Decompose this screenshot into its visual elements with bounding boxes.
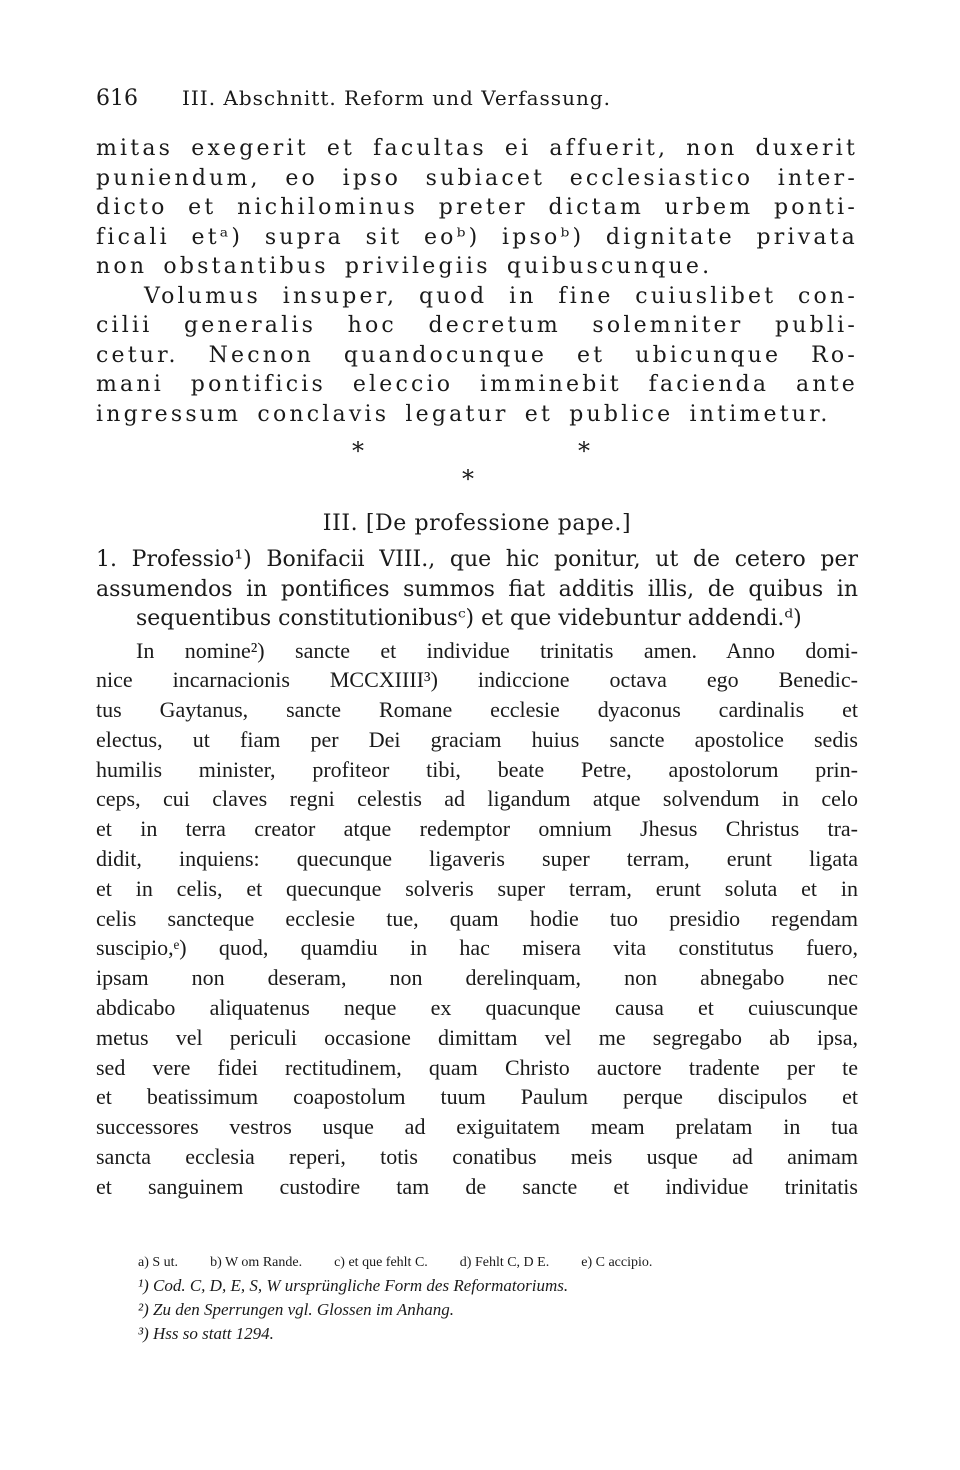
text-line: et beatissimum coapostolum tuum Paulum perque discipulos et bbox=[96, 1084, 858, 1110]
text-line: sed vere fidei rectitudinem, quam Christo auctore tradente per te bbox=[96, 1054, 858, 1080]
rubric-line: sequentibus constitutionibusᶜ) et que videbuntur addendi.ᵈ) bbox=[136, 606, 802, 631]
variant-note: b) W om Rande. bbox=[210, 1255, 303, 1270]
asterisk: * bbox=[462, 465, 474, 493]
running-head: III. Abschnitt. Reform und Verfassung. bbox=[182, 86, 611, 110]
variant-note: d) Fehlt C, D E. bbox=[459, 1255, 550, 1270]
variant-notes bbox=[138, 1252, 828, 1274]
footnotes bbox=[138, 1252, 828, 1346]
page-number: 616 bbox=[96, 86, 138, 111]
decree-text bbox=[96, 134, 858, 429]
variant-note: c) et que fehlt C. bbox=[334, 1255, 428, 1270]
text-line: et in terra creator atque redemptor omnium Jhesus Christus tra- bbox=[96, 816, 858, 842]
text-line: et sanguinem custodire tam de sancte et individue trinitatis bbox=[96, 1173, 858, 1199]
asterism bbox=[96, 437, 858, 501]
page-header bbox=[96, 86, 858, 120]
document-page bbox=[96, 86, 858, 1202]
text-line: cilii generalis hoc decretum solemniter publi- bbox=[96, 313, 858, 338]
text-line: In nomine²) sancte et individue trinitatis amen. Anno domi- bbox=[136, 637, 858, 663]
text-line: et in celis, et quecunque solveris super terram, erunt soluta et in bbox=[96, 875, 858, 901]
profession-text bbox=[96, 636, 858, 1202]
text-line: mitas exegerit et facultas ei affuerit, non duxerit bbox=[96, 136, 858, 161]
text-line: ceps, cui claves regni celestis ad ligandum atque solvendum in celo bbox=[96, 786, 858, 812]
text-line: sancta ecclesia reperi, totis conatibus meis usque ad animam bbox=[96, 1144, 858, 1170]
footnote: ¹) Cod. C, D, E, S, W ursprüngliche Form des Reformatoriums. bbox=[138, 1276, 569, 1295]
text-line: dicto et nichilominus preter dictam urbem ponti- bbox=[96, 195, 858, 220]
variant-note: e) C accipio. bbox=[581, 1255, 653, 1270]
variant-note: a) S ut. bbox=[138, 1255, 179, 1270]
text-line: puniendum, eo ipso subiacet ecclesiastico inter- bbox=[96, 165, 858, 191]
rubric-line: 1. Professio¹) Bonifacii VIII., que hic ponitur, ut de cetero per bbox=[96, 547, 858, 572]
text-line: suscipio,ᵉ) quod, quamdiu in hac misera vita constitutus fuero, bbox=[96, 935, 858, 961]
asterisk: * bbox=[352, 437, 364, 465]
text-line: humilis minister, profiteor tibi, beate Petre, apostolorum prin- bbox=[96, 756, 858, 782]
text-line: nice incarnacionis MCCXIIII³) indiccione octava ego Benedic- bbox=[96, 667, 858, 693]
footnote: ³) Hss so statt 1294. bbox=[138, 1324, 274, 1343]
text-line: ingressum conclavis legatur et publice intimetur. bbox=[96, 401, 831, 427]
text-line: mani pontificis eleccio imminebit facienda ante bbox=[96, 372, 858, 397]
text-line: successores vestros usque ad exiguitatem meam prelatam in tua bbox=[96, 1114, 858, 1140]
footnote: ²) Zu den Sperrungen vgl. Glossen im Anhang. bbox=[138, 1300, 454, 1319]
text-line: didit, inquiens: quecunque ligaveris super terram, erunt ligata bbox=[96, 846, 858, 872]
text-line: electus, ut fiam per Dei graciam huius sancte apostolice sedis bbox=[96, 726, 858, 752]
text-line: cetur. Necnon quandocunque et ubicunque Ro- bbox=[96, 342, 858, 368]
text-line: tus Gaytanus, sancte Romane ecclesie dyaconus cardinalis et bbox=[96, 697, 858, 723]
section-title: III. [De professione pape.] bbox=[322, 511, 632, 536]
text-line: non obstantibus privilegiis quibuscunque. bbox=[96, 254, 713, 279]
text-line: metus vel periculi occasione dimittam vel me segregabo ab ipsa, bbox=[96, 1024, 858, 1050]
text-line: abdicabo aliquatenus neque ex quacunque causa et cuiuscunque bbox=[96, 995, 858, 1021]
text-line: celis sancteque ecclesie tue, quam hodie tuo presidio regendam bbox=[96, 905, 858, 931]
text-line: ficali etᵃ) supra sit eoᵇ) ipsoᵇ) dignitate privata bbox=[96, 224, 858, 250]
asterisk: * bbox=[578, 437, 590, 465]
text-line: ipsam non deseram, non derelinquam, non abnegabo nec bbox=[96, 965, 858, 991]
text-line: Volumus insuper, quod in fine cuiuslibet con- bbox=[144, 283, 858, 309]
rubric-line: assumendos in pontifices summos fiat additis illis, de quibus in bbox=[96, 576, 858, 602]
rubric bbox=[96, 545, 858, 634]
